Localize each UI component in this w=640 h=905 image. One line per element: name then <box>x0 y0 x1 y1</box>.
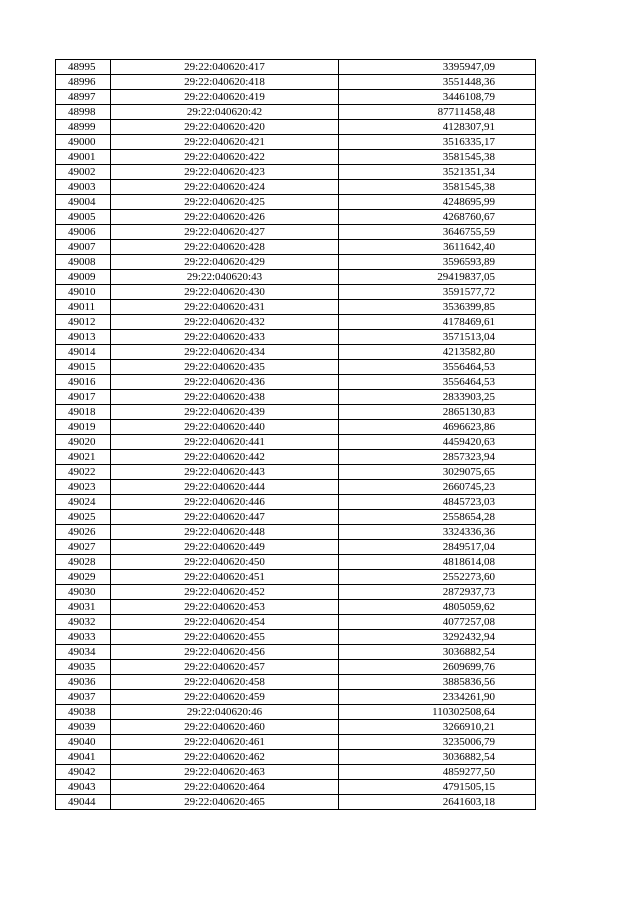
cadastral-number-cell: 29:22:040620:429 <box>111 255 339 270</box>
table-row <box>56 735 536 750</box>
cadastral-number-cell: 29:22:040620:442 <box>111 450 339 465</box>
cadastral-value-cell: 4459420,63 <box>339 435 536 450</box>
cadastral-value-cell: 2334261,90 <box>339 690 536 705</box>
cadastral-number-cell: 29:22:040620:455 <box>111 630 339 645</box>
table-row <box>56 150 536 165</box>
row-number-cell: 49037 <box>56 690 111 705</box>
cadastral-number-cell: 29:22:040620:443 <box>111 465 339 480</box>
cadastral-value-table <box>55 59 536 810</box>
table-row <box>56 105 536 120</box>
table-row <box>56 510 536 525</box>
cadastral-number-cell: 29:22:040620:454 <box>111 615 339 630</box>
row-number-cell: 49004 <box>56 195 111 210</box>
cadastral-number-cell: 29:22:040620:452 <box>111 585 339 600</box>
table-row <box>56 135 536 150</box>
row-number-cell: 49018 <box>56 405 111 420</box>
cadastral-number-cell: 29:22:040620:432 <box>111 315 339 330</box>
cadastral-number-cell: 29:22:040620:447 <box>111 510 339 525</box>
row-number-cell: 49032 <box>56 615 111 630</box>
cadastral-number-cell: 29:22:040620:421 <box>111 135 339 150</box>
table-row <box>56 780 536 795</box>
table-row <box>56 60 536 75</box>
cadastral-value-cell: 4805059,62 <box>339 600 536 615</box>
table-row <box>56 300 536 315</box>
cadastral-value-cell: 2641603,18 <box>339 795 536 810</box>
row-number-cell: 49029 <box>56 570 111 585</box>
cadastral-number-cell: 29:22:040620:462 <box>111 750 339 765</box>
cadastral-number-cell: 29:22:040620:422 <box>111 150 339 165</box>
cadastral-number-cell: 29:22:040620:426 <box>111 210 339 225</box>
table-row <box>56 660 536 675</box>
table-row <box>56 690 536 705</box>
cadastral-value-cell: 3516335,17 <box>339 135 536 150</box>
cadastral-number-cell: 29:22:040620:420 <box>111 120 339 135</box>
cadastral-value-cell: 29419837,05 <box>339 270 536 285</box>
cadastral-value-cell: 4791505,15 <box>339 780 536 795</box>
row-number-cell: 48995 <box>56 60 111 75</box>
table-row <box>56 450 536 465</box>
row-number-cell: 49043 <box>56 780 111 795</box>
cadastral-value-cell: 3036882,54 <box>339 750 536 765</box>
table-row <box>56 750 536 765</box>
cadastral-value-cell: 4248695,99 <box>339 195 536 210</box>
table-row <box>56 165 536 180</box>
table-row <box>56 570 536 585</box>
cadastral-value-cell: 3885836,56 <box>339 675 536 690</box>
row-number-cell: 49003 <box>56 180 111 195</box>
cadastral-value-cell: 3596593,89 <box>339 255 536 270</box>
cadastral-number-cell: 29:22:040620:440 <box>111 420 339 435</box>
cadastral-number-cell: 29:22:040620:43 <box>111 270 339 285</box>
cadastral-value-cell: 3536399,85 <box>339 300 536 315</box>
cadastral-value-cell: 87711458,48 <box>339 105 536 120</box>
row-number-cell: 49040 <box>56 735 111 750</box>
cadastral-number-cell: 29:22:040620:431 <box>111 300 339 315</box>
cadastral-number-cell: 29:22:040620:463 <box>111 765 339 780</box>
row-number-cell: 49008 <box>56 255 111 270</box>
cadastral-value-cell: 4859277,50 <box>339 765 536 780</box>
cadastral-value-cell: 3029075,65 <box>339 465 536 480</box>
cadastral-value-cell: 4128307,91 <box>339 120 536 135</box>
cadastral-number-cell: 29:22:040620:446 <box>111 495 339 510</box>
cadastral-value-cell: 3581545,38 <box>339 150 536 165</box>
cadastral-number-cell: 29:22:040620:430 <box>111 285 339 300</box>
cadastral-number-cell: 29:22:040620:427 <box>111 225 339 240</box>
row-number-cell: 49002 <box>56 165 111 180</box>
table-row <box>56 90 536 105</box>
table-row <box>56 585 536 600</box>
table-body <box>56 60 536 810</box>
row-number-cell: 49025 <box>56 510 111 525</box>
row-number-cell: 49031 <box>56 600 111 615</box>
table-row <box>56 705 536 720</box>
cadastral-value-cell: 3646755,59 <box>339 225 536 240</box>
row-number-cell: 49028 <box>56 555 111 570</box>
cadastral-value-cell: 3324336,36 <box>339 525 536 540</box>
cadastral-value-cell: 3571513,04 <box>339 330 536 345</box>
row-number-cell: 49001 <box>56 150 111 165</box>
table-row <box>56 210 536 225</box>
row-number-cell: 48998 <box>56 105 111 120</box>
row-number-cell: 48999 <box>56 120 111 135</box>
cadastral-value-cell: 2552273,60 <box>339 570 536 585</box>
table-row <box>56 645 536 660</box>
table-row <box>56 390 536 405</box>
cadastral-number-cell: 29:22:040620:450 <box>111 555 339 570</box>
cadastral-number-cell: 29:22:040620:459 <box>111 690 339 705</box>
row-number-cell: 49014 <box>56 345 111 360</box>
row-number-cell: 48996 <box>56 75 111 90</box>
cadastral-value-cell: 3446108,79 <box>339 90 536 105</box>
cadastral-number-cell: 29:22:040620:464 <box>111 780 339 795</box>
cadastral-value-cell: 4268760,67 <box>339 210 536 225</box>
cadastral-value-cell: 4213582,80 <box>339 345 536 360</box>
row-number-cell: 49026 <box>56 525 111 540</box>
cadastral-number-cell: 29:22:040620:460 <box>111 720 339 735</box>
cadastral-value-cell: 4696623,86 <box>339 420 536 435</box>
table-row <box>56 675 536 690</box>
cadastral-value-cell: 2558654,28 <box>339 510 536 525</box>
table-row <box>56 420 536 435</box>
row-number-cell: 49038 <box>56 705 111 720</box>
row-number-cell: 49013 <box>56 330 111 345</box>
cadastral-number-cell: 29:22:040620:449 <box>111 540 339 555</box>
table-row <box>56 795 536 810</box>
row-number-cell: 49034 <box>56 645 111 660</box>
row-number-cell: 49019 <box>56 420 111 435</box>
row-number-cell: 49039 <box>56 720 111 735</box>
table-row <box>56 270 536 285</box>
table-row <box>56 360 536 375</box>
table-row <box>56 615 536 630</box>
table-row <box>56 75 536 90</box>
cadastral-value-cell: 3556464,53 <box>339 375 536 390</box>
row-number-cell: 49036 <box>56 675 111 690</box>
row-number-cell: 49009 <box>56 270 111 285</box>
cadastral-value-cell: 2849517,04 <box>339 540 536 555</box>
table-row <box>56 345 536 360</box>
table-row <box>56 240 536 255</box>
cadastral-number-cell: 29:22:040620:465 <box>111 795 339 810</box>
cadastral-number-cell: 29:22:040620:461 <box>111 735 339 750</box>
cadastral-number-cell: 29:22:040620:418 <box>111 75 339 90</box>
cadastral-value-cell: 2833903,25 <box>339 390 536 405</box>
row-number-cell: 49021 <box>56 450 111 465</box>
cadastral-value-cell: 2609699,76 <box>339 660 536 675</box>
row-number-cell: 49024 <box>56 495 111 510</box>
table-row <box>56 465 536 480</box>
row-number-cell: 49011 <box>56 300 111 315</box>
cadastral-number-cell: 29:22:040620:441 <box>111 435 339 450</box>
cadastral-number-cell: 29:22:040620:456 <box>111 645 339 660</box>
cadastral-number-cell: 29:22:040620:419 <box>111 90 339 105</box>
row-number-cell: 48997 <box>56 90 111 105</box>
cadastral-value-cell: 110302508,64 <box>339 705 536 720</box>
table-row <box>56 195 536 210</box>
row-number-cell: 49012 <box>56 315 111 330</box>
row-number-cell: 49041 <box>56 750 111 765</box>
cadastral-value-cell: 3235006,79 <box>339 735 536 750</box>
row-number-cell: 49007 <box>56 240 111 255</box>
cadastral-value-cell: 2865130,83 <box>339 405 536 420</box>
row-number-cell: 49005 <box>56 210 111 225</box>
cadastral-value-cell: 3395947,09 <box>339 60 536 75</box>
row-number-cell: 49015 <box>56 360 111 375</box>
cadastral-value-cell: 4818614,08 <box>339 555 536 570</box>
cadastral-value-cell: 3036882,54 <box>339 645 536 660</box>
table-row <box>56 405 536 420</box>
table-row <box>56 630 536 645</box>
table-row <box>56 480 536 495</box>
cadastral-value-cell: 4845723,03 <box>339 495 536 510</box>
cadastral-value-cell: 2660745,23 <box>339 480 536 495</box>
cadastral-number-cell: 29:22:040620:46 <box>111 705 339 720</box>
table-row <box>56 555 536 570</box>
cadastral-number-cell: 29:22:040620:444 <box>111 480 339 495</box>
cadastral-value-cell: 3581545,38 <box>339 180 536 195</box>
cadastral-number-cell: 29:22:040620:433 <box>111 330 339 345</box>
cadastral-number-cell: 29:22:040620:428 <box>111 240 339 255</box>
table-row <box>56 540 536 555</box>
cadastral-value-cell: 2872937,73 <box>339 585 536 600</box>
cadastral-number-cell: 29:22:040620:438 <box>111 390 339 405</box>
row-number-cell: 49022 <box>56 465 111 480</box>
table-row <box>56 330 536 345</box>
cadastral-value-cell: 3521351,34 <box>339 165 536 180</box>
cadastral-number-cell: 29:22:040620:458 <box>111 675 339 690</box>
row-number-cell: 49000 <box>56 135 111 150</box>
cadastral-value-cell: 4178469,61 <box>339 315 536 330</box>
table-row <box>56 285 536 300</box>
cadastral-number-cell: 29:22:040620:439 <box>111 405 339 420</box>
row-number-cell: 49035 <box>56 660 111 675</box>
row-number-cell: 49044 <box>56 795 111 810</box>
table-row <box>56 375 536 390</box>
cadastral-number-cell: 29:22:040620:453 <box>111 600 339 615</box>
table-row <box>56 315 536 330</box>
cadastral-value-cell: 2857323,94 <box>339 450 536 465</box>
cadastral-number-cell: 29:22:040620:424 <box>111 180 339 195</box>
row-number-cell: 49042 <box>56 765 111 780</box>
cadastral-number-cell: 29:22:040620:451 <box>111 570 339 585</box>
cadastral-number-cell: 29:22:040620:435 <box>111 360 339 375</box>
cadastral-number-cell: 29:22:040620:425 <box>111 195 339 210</box>
table-row <box>56 225 536 240</box>
cadastral-value-cell: 3591577,72 <box>339 285 536 300</box>
cadastral-number-cell: 29:22:040620:417 <box>111 60 339 75</box>
cadastral-value-cell: 3611642,40 <box>339 240 536 255</box>
cadastral-number-cell: 29:22:040620:423 <box>111 165 339 180</box>
table-row <box>56 495 536 510</box>
row-number-cell: 49033 <box>56 630 111 645</box>
cadastral-number-cell: 29:22:040620:448 <box>111 525 339 540</box>
table-row <box>56 525 536 540</box>
cadastral-number-cell: 29:22:040620:434 <box>111 345 339 360</box>
cadastral-number-cell: 29:22:040620:436 <box>111 375 339 390</box>
table-row <box>56 765 536 780</box>
table-row <box>56 600 536 615</box>
row-number-cell: 49027 <box>56 540 111 555</box>
cadastral-value-cell: 3556464,53 <box>339 360 536 375</box>
cadastral-value-cell: 3292432,94 <box>339 630 536 645</box>
table-row <box>56 180 536 195</box>
cadastral-number-cell: 29:22:040620:42 <box>111 105 339 120</box>
row-number-cell: 49010 <box>56 285 111 300</box>
table-row <box>56 255 536 270</box>
cadastral-value-cell: 3266910,21 <box>339 720 536 735</box>
cadastral-value-cell: 4077257,08 <box>339 615 536 630</box>
row-number-cell: 49020 <box>56 435 111 450</box>
table-row <box>56 120 536 135</box>
cadastral-number-cell: 29:22:040620:457 <box>111 660 339 675</box>
row-number-cell: 49016 <box>56 375 111 390</box>
table-row <box>56 435 536 450</box>
cadastral-value-cell: 3551448,36 <box>339 75 536 90</box>
row-number-cell: 49023 <box>56 480 111 495</box>
table-row <box>56 720 536 735</box>
row-number-cell: 49017 <box>56 390 111 405</box>
row-number-cell: 49030 <box>56 585 111 600</box>
row-number-cell: 49006 <box>56 225 111 240</box>
